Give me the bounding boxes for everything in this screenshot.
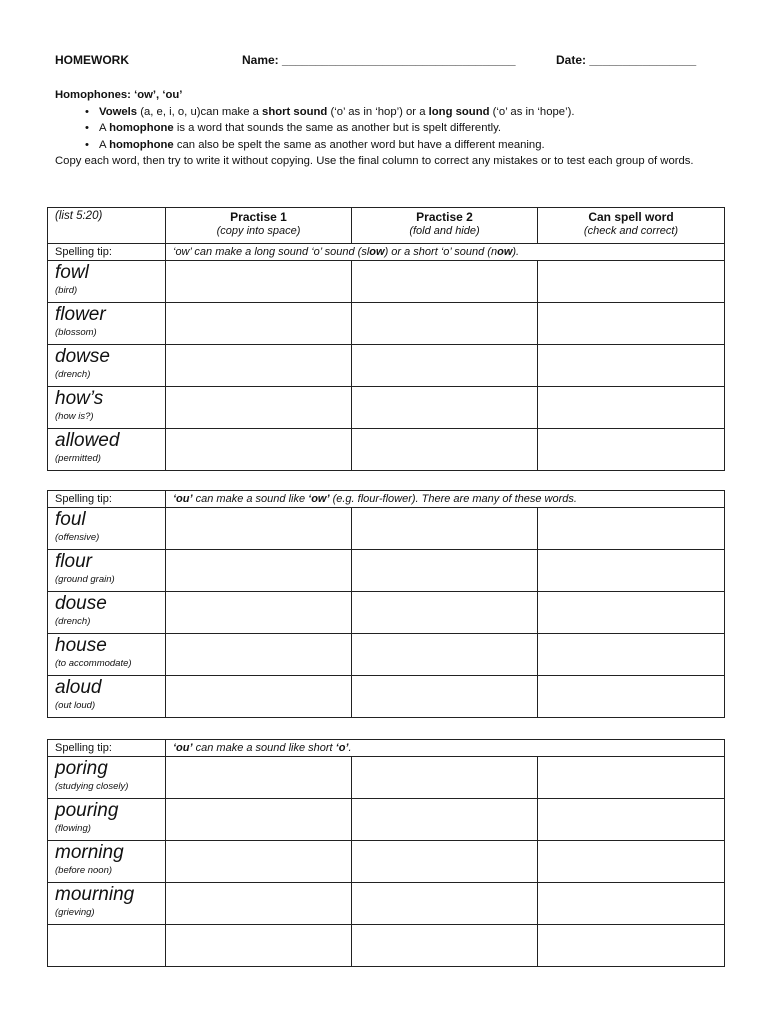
homework-title: HOMEWORK <box>55 53 129 67</box>
practise-2-cell[interactable] <box>352 757 538 799</box>
word-cell <box>48 799 166 841</box>
spelling-tip-text <box>166 740 725 757</box>
word-row <box>48 676 725 718</box>
tip-fragment: ‘ow’ can make a long sound ‘o’ sound (sl <box>173 246 370 258</box>
practise-2-cell[interactable] <box>352 841 538 883</box>
word-row <box>48 550 725 592</box>
spelling-table <box>47 739 725 967</box>
word-meaning: (drench) <box>55 369 91 380</box>
column-header-row <box>48 208 725 244</box>
word-cell <box>48 261 166 303</box>
rule-text: (‘o’ as in ‘hop’) or a <box>327 105 429 118</box>
practise-1-cell[interactable] <box>166 592 352 634</box>
practise-1-cell[interactable] <box>166 757 352 799</box>
date-field[interactable]: Date: ________________ <box>556 53 697 67</box>
word-row <box>48 508 725 550</box>
spelling-word: pouring <box>55 800 119 821</box>
can-spell-cell[interactable] <box>538 261 725 303</box>
word-meaning: (permitted) <box>55 453 101 464</box>
word-cell <box>48 925 166 967</box>
can-spell-cell[interactable] <box>538 883 725 925</box>
word-cell <box>48 345 166 387</box>
spelling-tip-label: Spelling tip: <box>48 740 166 757</box>
practise-2-cell[interactable] <box>352 387 538 429</box>
spelling-word: house <box>55 635 107 656</box>
spelling-word: foul <box>55 509 86 530</box>
name-field[interactable]: Name: ___________________________________ <box>242 53 516 67</box>
column-header <box>538 208 725 244</box>
copy-instructions: Copy each word, then try to write it without copying. Use the final column to correct any mistakes or to test each group of words. <box>55 155 694 168</box>
rule-item <box>85 104 725 121</box>
spelling-word: morning <box>55 842 124 863</box>
rule-bold: Vowels <box>99 105 138 118</box>
tip-fragment: (e.g. flour-flower). There are many of these words. <box>329 493 577 505</box>
word-meaning: (to accommodate) <box>55 658 132 669</box>
tip-fragment: can make a sound like short <box>192 742 336 754</box>
word-meaning: (ground grain) <box>55 574 115 585</box>
column-subtitle: (fold and hide) <box>409 225 480 237</box>
practise-1-cell[interactable] <box>166 261 352 303</box>
can-spell-cell[interactable] <box>538 634 725 676</box>
bullet-icon: • <box>85 105 89 118</box>
column-title: Practise 2 <box>416 210 473 224</box>
can-spell-cell[interactable] <box>538 925 725 967</box>
rule-text: can also be spelt the same as another word but have a different meaning. <box>173 138 545 151</box>
word-cell <box>48 757 166 799</box>
word-row <box>48 841 725 883</box>
practise-2-cell[interactable] <box>352 550 538 592</box>
tip-fragment: can make a sound like <box>192 493 309 505</box>
can-spell-cell[interactable] <box>538 799 725 841</box>
tip-emphasis: ‘ou’ <box>173 742 193 754</box>
tip-emphasis: ow <box>497 246 513 258</box>
tip-emphasis: ‘ow’ <box>308 493 330 505</box>
practise-2-cell[interactable] <box>352 429 538 471</box>
practise-1-cell[interactable] <box>166 676 352 718</box>
column-subtitle: (copy into space) <box>216 225 301 237</box>
spelling-word: how’s <box>55 388 104 409</box>
practise-1-cell[interactable] <box>166 883 352 925</box>
rule-text: (a, e, i, o, u)can make a <box>137 105 263 118</box>
instructions-block <box>55 87 725 170</box>
word-meaning: (before noon) <box>55 865 113 876</box>
word-meaning: (studying closely) <box>55 781 129 792</box>
word-row <box>48 799 725 841</box>
word-meaning: (blossom) <box>55 327 97 338</box>
spelling-table <box>47 207 725 471</box>
can-spell-cell[interactable] <box>538 429 725 471</box>
column-header <box>352 208 538 244</box>
can-spell-cell[interactable] <box>538 387 725 429</box>
word-cell <box>48 303 166 345</box>
topic-title: Homophones: ‘ow’, ‘ou’ <box>55 89 183 101</box>
word-meaning: (grieving) <box>55 907 95 918</box>
practise-2-cell[interactable] <box>352 261 538 303</box>
word-cell <box>48 676 166 718</box>
rule-text: (‘o’ as in ‘hope’). <box>489 105 575 118</box>
spelling-tip-row <box>48 244 725 261</box>
word-row <box>48 757 725 799</box>
word-meaning: (offensive) <box>55 532 100 543</box>
column-header <box>166 208 352 244</box>
spelling-word: mourning <box>55 884 135 905</box>
spelling-tip-text <box>166 491 725 508</box>
spelling-word: dowse <box>55 346 110 367</box>
word-row <box>48 387 725 429</box>
practise-2-cell[interactable] <box>352 345 538 387</box>
rule-bold: homophone <box>109 122 174 135</box>
rule-text: A <box>99 138 110 151</box>
spelling-tip-text <box>166 244 725 261</box>
word-cell <box>48 387 166 429</box>
spelling-word: poring <box>55 758 108 779</box>
word-row <box>48 345 725 387</box>
word-meaning: (how is?) <box>55 411 94 422</box>
tip-emphasis: ow <box>369 246 385 258</box>
rule-bold: homophone <box>109 138 174 151</box>
tip-fragment: ). <box>512 246 520 258</box>
word-cell <box>48 634 166 676</box>
spelling-word: aloud <box>55 677 102 698</box>
practise-1-cell[interactable] <box>166 799 352 841</box>
word-row <box>48 925 725 967</box>
practise-2-cell[interactable] <box>352 883 538 925</box>
can-spell-cell[interactable] <box>538 676 725 718</box>
practise-1-cell[interactable] <box>166 345 352 387</box>
practise-2-cell[interactable] <box>352 925 538 967</box>
spelling-word: flour <box>55 551 92 572</box>
rules-list <box>55 104 725 154</box>
spelling-word: douse <box>55 593 107 614</box>
spelling-tip-row <box>48 491 725 508</box>
word-row <box>48 429 725 471</box>
practise-2-cell[interactable] <box>352 592 538 634</box>
bullet-icon: • <box>85 122 89 135</box>
tip-fragment: ) or a short ‘o’ sound (n <box>384 246 498 258</box>
practise-1-cell[interactable] <box>166 925 352 967</box>
word-cell <box>48 429 166 471</box>
can-spell-cell[interactable] <box>538 592 725 634</box>
spelling-tip-row <box>48 740 725 757</box>
spelling-tip-label: Spelling tip: <box>48 491 166 508</box>
practise-1-cell[interactable] <box>166 429 352 471</box>
word-cell <box>48 841 166 883</box>
column-title: Can spell word <box>588 210 674 224</box>
word-cell <box>48 508 166 550</box>
rule-text: A <box>99 122 110 135</box>
tip-emphasis: ‘ou’ <box>173 493 193 505</box>
practise-1-cell[interactable] <box>166 841 352 883</box>
practise-2-cell[interactable] <box>352 799 538 841</box>
word-row <box>48 303 725 345</box>
spelling-tip-label: Spelling tip: <box>48 244 166 261</box>
word-meaning: (flowing) <box>55 823 91 834</box>
rule-text: is a word that sounds the same as another but is spelt differently. <box>173 122 502 135</box>
word-cell <box>48 592 166 634</box>
practise-2-cell[interactable] <box>352 303 538 345</box>
spelling-word: flower <box>55 304 106 325</box>
word-row <box>48 634 725 676</box>
tip-emphasis: ‘o’ <box>335 742 349 754</box>
can-spell-cell[interactable] <box>538 303 725 345</box>
spelling-word: allowed <box>55 430 120 451</box>
column-title: Practise 1 <box>230 210 287 224</box>
word-row <box>48 883 725 925</box>
word-row <box>48 592 725 634</box>
word-meaning: (bird) <box>55 285 78 296</box>
practise-2-cell[interactable] <box>352 634 538 676</box>
can-spell-cell[interactable] <box>538 841 725 883</box>
practise-1-cell[interactable] <box>166 303 352 345</box>
rule-bold: short sound <box>262 105 328 118</box>
sheet-header <box>55 53 715 71</box>
bullet-icon: • <box>85 138 89 151</box>
rule-bold: long sound <box>428 105 490 118</box>
practise-2-cell[interactable] <box>352 676 538 718</box>
rule-item <box>85 120 725 137</box>
word-row <box>48 261 725 303</box>
word-meaning: (drench) <box>55 616 91 627</box>
can-spell-cell[interactable] <box>538 508 725 550</box>
word-cell <box>48 883 166 925</box>
practise-1-cell[interactable] <box>166 508 352 550</box>
practise-2-cell[interactable] <box>352 508 538 550</box>
column-subtitle: (check and correct) <box>583 225 679 237</box>
spelling-word: fowl <box>55 262 89 283</box>
spelling-table <box>47 490 725 718</box>
practise-1-cell[interactable] <box>166 634 352 676</box>
rule-item <box>85 137 725 154</box>
word-meaning: (out loud) <box>55 700 96 711</box>
can-spell-cell[interactable] <box>538 757 725 799</box>
word-cell <box>48 550 166 592</box>
can-spell-cell[interactable] <box>538 345 725 387</box>
tip-fragment: . <box>348 742 352 754</box>
practise-1-cell[interactable] <box>166 387 352 429</box>
list-number: (list 5:20) <box>48 208 166 244</box>
practise-1-cell[interactable] <box>166 550 352 592</box>
can-spell-cell[interactable] <box>538 550 725 592</box>
